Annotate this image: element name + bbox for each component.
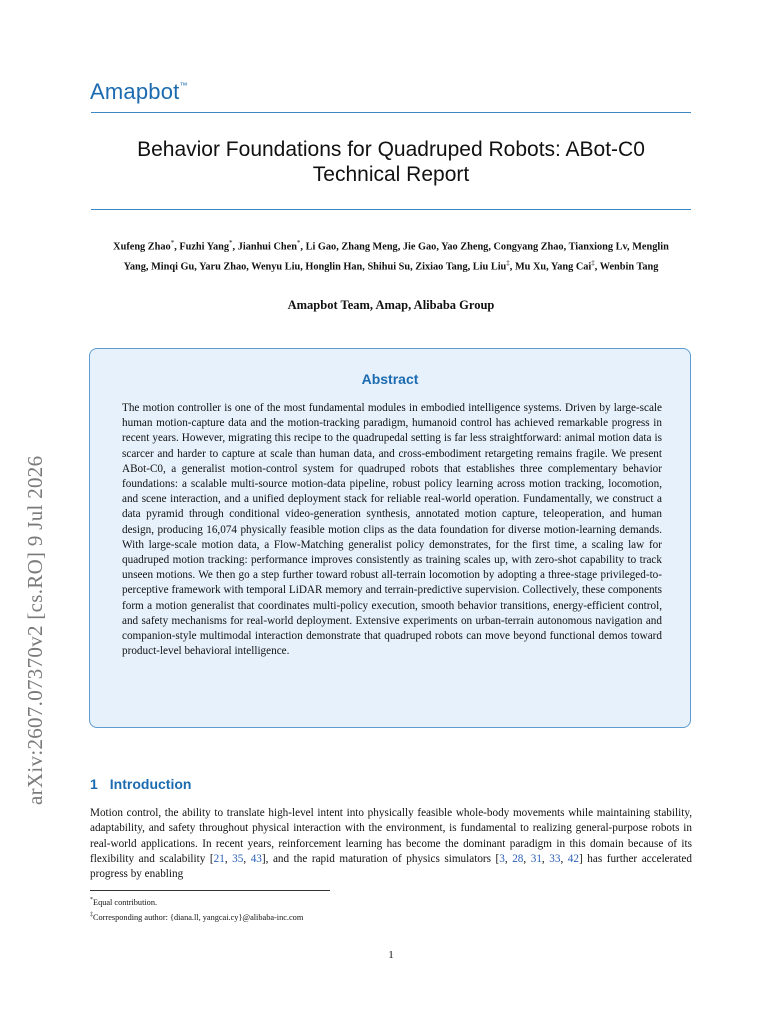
author-name: Tianxiong Lv [568,241,628,253]
citation-link[interactable]: 42 [567,852,579,865]
author-name: Shihui Su [367,261,411,273]
author-list: Xufeng Zhao*, Fuzhi Yang*, Jianhui Chen*, Li Gao, Zhang Meng, Jie Gao, Yao Zheng, Congyang Zhao, Tianxiong Lv, Menglin Yang, Minqi Gu, Yaru Zhao, Wenyu Liu, Honglin Han, Shihui Su, Zixiao Tang, Liu Liu‡, Mu Xu, Yang Cai‡, Wenbin Tang [113,239,669,273]
author-name: Li Gao [305,241,337,253]
footnote-equal [90,894,690,909]
author-mark: * [229,239,233,247]
citation-link[interactable]: 21 [213,852,225,865]
author-name: Yang Cai [550,261,592,273]
section-heading [90,776,191,792]
title-line-2: Technical Report [312,163,470,186]
author-name: Zixiao Tang [415,261,468,273]
author-name: Yao Zheng [441,241,489,253]
author-name: Wenyu Liu [251,261,301,273]
paper-title [91,137,691,187]
citation-link[interactable]: 28 [512,852,524,865]
amapbot-logo [90,79,188,105]
footnote-equal-mark: * [90,897,93,903]
footnote-corr-mark: ‡ [90,911,93,918]
author-name: Congyang Zhao [493,241,564,253]
footnote-rule [90,890,330,891]
logo-trademark: ™ [179,81,188,90]
footnote-equal-text: Equal contribution. [93,897,158,907]
footnote-corresponding [90,909,690,924]
author-mark: * [170,239,175,247]
citation-link[interactable]: 43 [250,852,262,865]
author-name: Xufeng Zhao [113,241,171,253]
citation-link[interactable]: 31 [530,852,542,865]
title-rule [91,209,691,210]
abstract-box [89,348,691,728]
citation-link[interactable]: 35 [232,852,244,865]
affiliation: Amapbot Team, Amap, Alibaba Group [287,298,495,312]
author-name: Mu Xu [514,261,547,273]
section-number: 1 [90,776,98,792]
author-name: Zhang Meng [341,241,398,253]
citation-link[interactable]: 33 [549,852,561,865]
footnote-corr-text: Corresponding author: {diana.ll, yangcai.cy}@alibaba-inc.com [93,912,304,922]
author-name: Honglin Han [305,261,363,273]
author-mark: ‡ [506,259,510,268]
author-name: Liu Liu [472,261,507,273]
title-line-1: Behavior Foundations for Quadruped Robots: ABot-C0 [137,138,645,161]
logo-text: Amapbot [90,79,180,104]
author-name: Wenbin Tang [599,261,659,273]
header-rule [91,112,691,113]
author-mark: ‡ [591,259,595,268]
author-name: Yaru Zhao [199,261,247,273]
author-name: Minqi Gu [151,261,195,273]
footnotes [90,894,690,924]
abstract-title: Abstract [361,371,419,387]
author-name: Jianhui Chen [237,241,297,253]
intro-paragraph: Motion control, the ability to translate high-level intent into physically feasible whole-body movements while maintaining stability, adaptability, and safety throughout physical interaction with the environment, is fundamental to realizing general-purpose robots in real-world applications. In recent years, reinforcement learning has become the dominant paradigm in this domain because of its flexibility and scalability [21, 35, 43], and the rapid maturation of physics simulators [3, 28, 31, 33, 42] has further accelerated progress by enabling [90,807,692,881]
section-title: Introduction [109,776,192,792]
author-name: Fuzhi Yang [179,241,230,253]
citation-link[interactable]: 3 [499,852,505,865]
page-number: 1 [388,949,394,961]
abstract-text: The motion controller is one of the most fundamental modules in embodied intelligence systems. Driven by large-scale human motion-capture data and the motion-tracking paradigm, humanoid control has achieved remarkable progress in recent years. However, migrating this recipe to the quadrupedal setting is far less straightforward: animal motion data is scarcer and harder to capture at scale than human data, and cross-embodiment retargeting remains fragile. We present ABot-C0, a generalist motion-control system for quadruped robots that establishes three complementary behavior foundations: a scalable multi-source motion-data pipeline, robust policy learning across motion tracking, locomotion, and scene interaction, and a unified deployment stack for reliable real-world operation. Fundamentally, we construct a data pyramid through conditional video-generation synthesis, annotated motion capture, teleoperation, and human design, producing 16,074 physically feasible motion clips as the data foundation for diverse motion-learning demands. With large-scale motion data, a Flow-Matching generalist policy demonstrates, for the first time, a scaling law for quadruped motion tracking: performance improves consistently as training scales up, with zero-shot capability to track unseen motions. We then go a step further toward robust all-terrain locomotion by adopting a three-stage privileged-to-perceptive framework with temporal LiDAR memory and terrain-predictive supervision. Collectively, these components form a motion generalist that coordinates multi-policy execution, smooth behavior transitions, energy-efficient control, and safety mechanisms for real-world deployment. Extensive experiments on urban-terrain autonomous navigation and companion-style multimodal interaction demonstrate that quadruped robots can move beyond functional demos toward product-level behavioral intelligence. [122,402,662,658]
author-mark: * [296,239,301,247]
author-name: Menglin Yang [123,241,669,273]
arxiv-sidebar-stamp: arXiv:2607.07370v2 [cs.RO] 9 Jul 2026 [23,455,47,805]
author-name: Jie Gao [402,241,437,253]
